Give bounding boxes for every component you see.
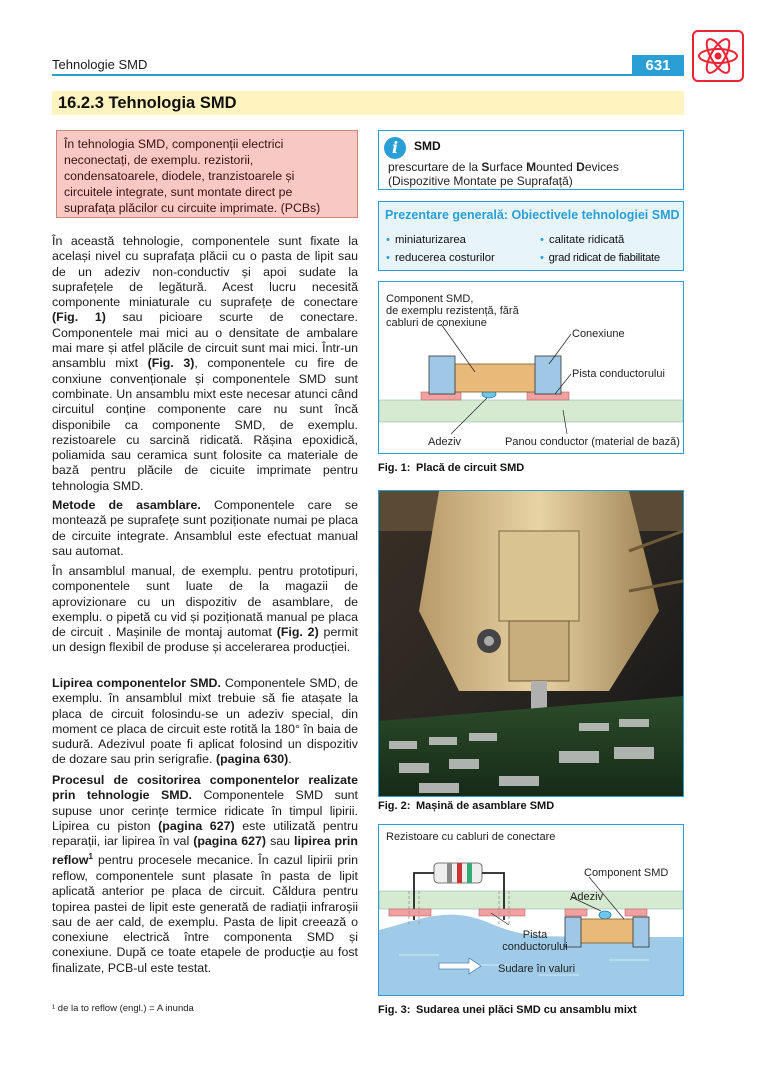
fig3-label-track: Pista conductorului (502, 929, 568, 953)
fig1-label-adhesive: Adeziv (428, 436, 462, 448)
figure-3-caption: Fig. 3: Sudarea unei plăci SMD cu ansamblu mixt (378, 1004, 637, 1016)
fig3-label-resistors: Rezistoare cu cabluri de conectare (386, 831, 556, 843)
footnote: ¹ de la to reflow (engl.) = A inunda (52, 1003, 194, 1014)
figure-2-caption: Fig. 2: Mașină de asamblare SMD (378, 800, 555, 812)
intro-line: circuitele integrate, sunt montate direct pe (64, 185, 293, 199)
overview-title: Prezentare generală: Obiectivele tehnologiei SMD (385, 208, 680, 222)
page-number: 631 (632, 55, 684, 76)
info-line-translation: (Dispozitive Montate pe Suprafață) (388, 174, 573, 188)
figure-1-caption: Fig. 1: Placă de circuit SMD (378, 462, 525, 474)
paragraph-soldering-process: Procesul de cositorirea componentelor realizate prin tehnologie SMD. Componentele SMD sunt supuse unor cerințe termice ridicate în timpul lipirii. Lipirea cu piston (pagina 627) este utilizată pentru reparații, iar lipirea în val (pagina 627) sau lipirea prin reflow$^1$ pentru procesele mecanice. În cazul lipirii prin reflow, componentele sunt plasate în pasta de lipit aplicată anterior pe placa de circuit. Căldura pentru topirea pastei de lipit este generată de radiații infraroșii sau de aer cald, de exemplu. Pasta de lipit creează o conexiune electrică între componenta SMD și conexiune. După ce toate etapele de producție au fost finalizate, PCB-ul este testat. (52, 773, 359, 975)
section-heading: 16.2.3 Tehnologia SMD (58, 94, 237, 112)
figure-2-photo (378, 490, 684, 797)
intro-text (64, 136, 354, 216)
fig3-label-wave-soldering: Sudare în valuri (498, 963, 576, 975)
figure-reference: (Fig. 1) (52, 310, 106, 325)
overview-item: • grad ridicat de fiabilitate (540, 252, 660, 264)
paragraph-assembly-methods: Metode de asamblare. Componentele care se montează pe suprafețe sunt poziționate numai pe placa de circuite integrate. Ansamblul este efectuat manual sau automat. (52, 498, 358, 558)
overview-item: • reducerea costurilor (386, 252, 495, 264)
paragraph-manual-assembly: În ansamblul manual, de exemplu. pentru prototipuri, componentele sunt luate de la magazii de aprovizionare cu un dispozitiv de asamblare, de exemplu. o pipetă cu vid și poziționată manual pe placa de circuit . Mașinile de montaj automat (Fig. 2) permit un design flexibil de produse și accelerarea producției. (52, 564, 358, 655)
paragraph-heading: Procesul de cositorirea componentelor realizate prin tehnologie SMD. (52, 773, 358, 803)
paragraph-heading: Metode de asamblare. (52, 498, 201, 512)
page-reference: (pagina 627) (158, 818, 235, 833)
overview-item: • miniaturizarea (386, 234, 466, 246)
fig1-label-connection: Conexiune (572, 328, 625, 340)
fig3-label-adhesive: Adeziv (570, 891, 604, 903)
intro-line: În tehnologia SMD, componenții electrici (64, 137, 284, 151)
fig1-label-track: Pista conductorului (572, 368, 665, 380)
footnote-marker: 1 (88, 852, 93, 862)
term-reflow: lipirea prin reflow (52, 834, 358, 868)
intro-line: condensatoarele, diodele, tranzistoarele și (64, 169, 295, 183)
fig1-label-component: Component SMD, de exemplu rezistență, fără cabluri de conexiune (386, 293, 519, 329)
overview-item: • calitate ridicată (540, 234, 625, 246)
paragraph-smd-gluing: Lipirea componentelor SMD. Componentele SMD, de exemplu. în ansamblul mixt trebuie să fie atașate la placa de circuit folosindu-se un adeziv special, din moment ce placa de circuit este rotită la 180° în baia de sudură. Adezivul poate fi aplicat folosind un dispozitiv de dozare sau prin serigrafie. (pagina 630). (52, 676, 358, 767)
fig1-label-panel: Panou conductor (material de bază) (505, 436, 680, 448)
intro-line: neconectați, de exemplu. rezistorii, (64, 153, 254, 167)
info-icon: i (384, 137, 406, 159)
fig3-label-smd-component: Component SMD (584, 867, 669, 879)
paragraph-heading: Lipirea componentelor SMD. (52, 676, 221, 690)
running-title: Tehnologie SMD (52, 57, 148, 72)
atom-icon (692, 30, 744, 82)
header-rule (52, 74, 684, 76)
page-reference: (pagina 630) (215, 752, 289, 767)
paragraph-intro: În această tehnologie, componentele sunt fixate la același nivel cu suprafața plăcii cu o pasta de lipit sau de un adeziv non-conductiv și apoi sudate la suprafețele de legătură. Acest lucru necesită componente miniaturale cu suprafețe de conectare (Fig. 1) sau picioare scurte de conectare. Componentele mai mici au o densitate de ambalare mai mare și atfel plăcile de circuit sunt mai mici. Într-un ansamblu mixt (Fig. 3), componentele cu fire de conxiune convenționale și componentele SMD sunt combinate. Un ansamblu mixt este necesar atunci când circuitul conține componente care nu sunt încă disponibile ca componente SMD, de exemplu. rezistoarele cu sarcină ridicată. Rășina epoxidică, poliamida sau ceramica sunt folosite ca materiale de bază pentru plăcile de cicuite imprimate pentru tehnologia SMD. (52, 234, 358, 493)
info-title: SMD (414, 139, 441, 153)
figure-reference: (Fig. 3) (147, 356, 195, 371)
intro-line: suprafața plăcilor cu circuite imprimate. (PCBs) (64, 201, 321, 215)
figure-reference: (Fig. 2) (276, 625, 319, 640)
info-line-expansion: prescurtare de la Surface Mounted Devices (388, 160, 619, 174)
page-reference: (pagina 627) (193, 834, 267, 849)
